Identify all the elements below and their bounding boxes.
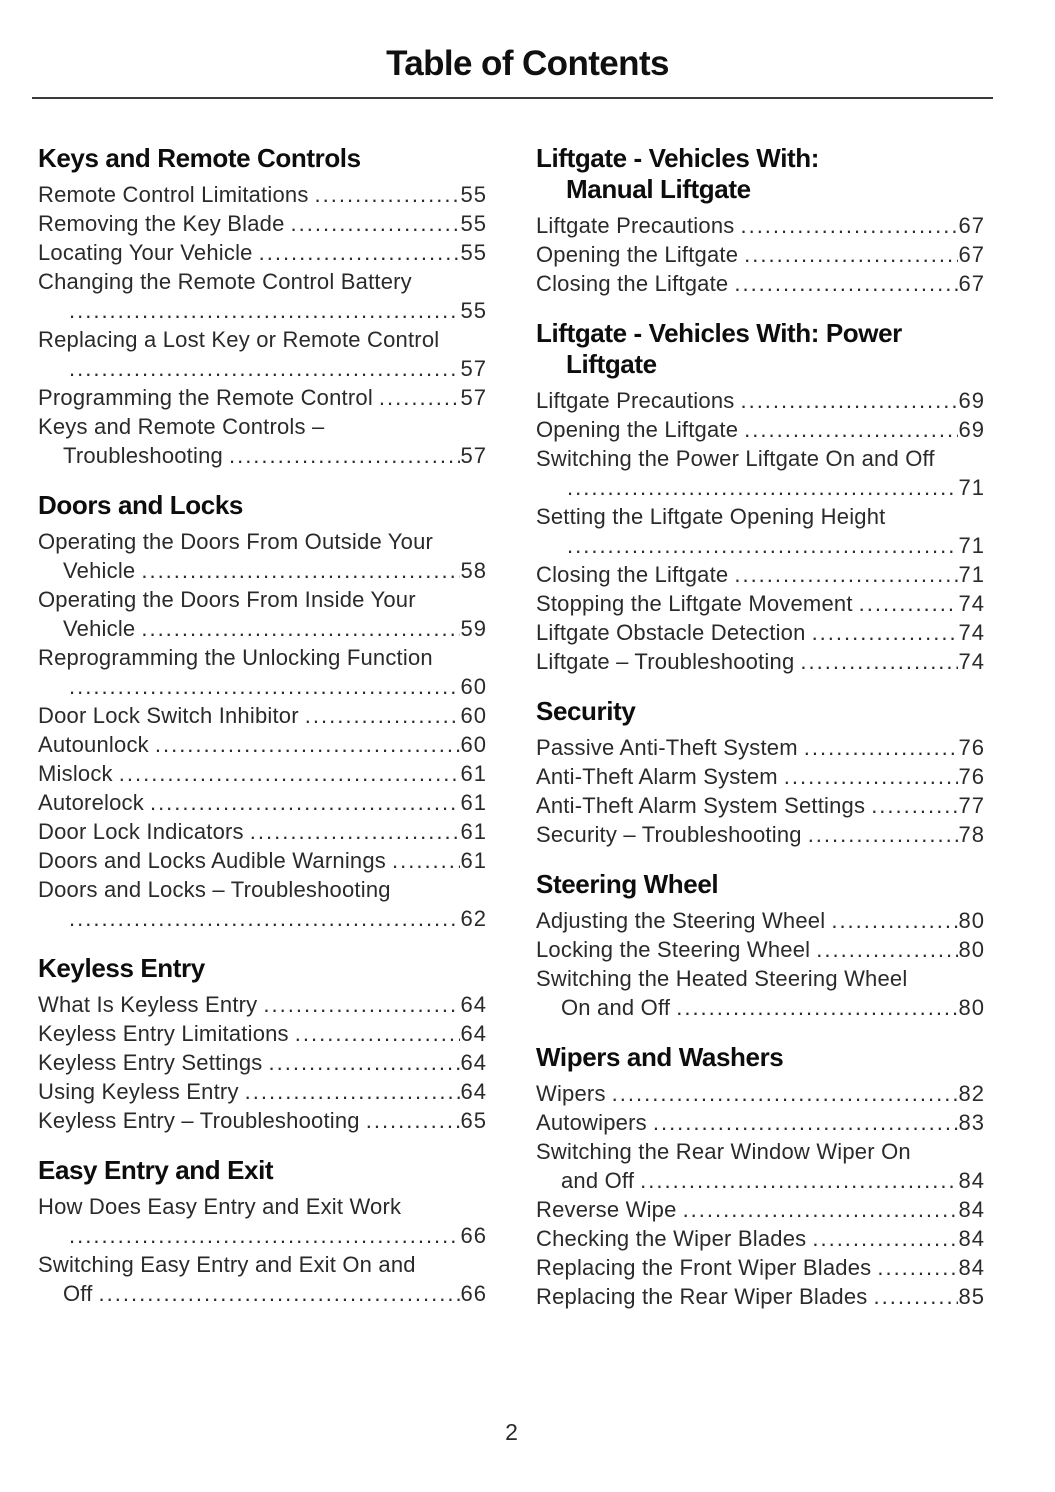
entry-label: Switching Easy Entry and Exit On and	[38, 1252, 416, 1277]
dot-leader	[640, 1166, 957, 1195]
dot-leader	[800, 647, 957, 676]
entry-label-line1	[536, 1137, 985, 1166]
dot-leader	[259, 238, 460, 267]
entry-label: Locking the Steering Wheel	[536, 937, 811, 962]
toc-entry[interactable]	[38, 527, 487, 585]
entry-page-number: 80	[958, 995, 985, 1020]
toc-entry[interactable]	[536, 240, 985, 269]
entry-page-number: 55	[460, 182, 487, 207]
entry-page-number: 69	[958, 417, 985, 442]
entry-label-line1	[536, 444, 985, 473]
entry-page-number: 59	[460, 616, 487, 641]
entry-label: Door Lock Switch Inhibitor	[38, 703, 299, 728]
toc-section	[38, 143, 487, 470]
toc-section	[38, 490, 487, 933]
section-heading	[38, 1155, 487, 1186]
entry-label: Stopping the Liftgate Movement	[536, 591, 853, 616]
entry-label-line2	[38, 1221, 487, 1250]
dot-leader	[873, 1282, 957, 1311]
entry-label: Setting the Liftgate Opening Height	[536, 504, 886, 529]
entry-page-number: 71	[958, 475, 985, 500]
toc-entry[interactable]	[38, 730, 487, 759]
entry-label: Programming the Remote Control	[38, 385, 373, 410]
dot-leader	[263, 990, 459, 1019]
dot-leader	[69, 354, 460, 383]
entry-label: Switching the Power Liftgate On and Off	[536, 446, 935, 471]
entry-page-number: 67	[958, 271, 985, 296]
page-number: 2	[505, 1419, 518, 1445]
dot-leader	[740, 386, 957, 415]
entry-label: Remote Control Limitations	[38, 182, 309, 207]
entry-page-number: 67	[958, 242, 985, 267]
toc-entry[interactable]	[536, 444, 985, 502]
dot-leader	[69, 1221, 460, 1250]
dot-leader	[69, 672, 460, 701]
entry-page-number: 77	[958, 793, 985, 818]
toc-entry[interactable]	[38, 817, 487, 846]
entry-label: Opening the Liftgate	[536, 417, 739, 442]
dot-leader	[99, 1279, 460, 1308]
toc-entry[interactable]	[38, 788, 487, 817]
entry-label: Anti-Theft Alarm System Settings	[536, 793, 866, 818]
entry-label: Switching the Heated Steering Wheel	[536, 966, 908, 991]
toc-entry[interactable]	[536, 791, 985, 820]
entry-label: Removing the Key Blade	[38, 211, 285, 236]
entry-label-continued: Troubleshooting	[63, 443, 223, 468]
entry-label: Reverse Wipe	[536, 1197, 677, 1222]
dot-leader	[784, 762, 958, 791]
dot-leader	[141, 614, 459, 643]
toc-entry[interactable]	[38, 759, 487, 788]
entry-label: Autounlock	[38, 732, 149, 757]
dot-leader	[245, 1077, 460, 1106]
entry-page-number: 58	[460, 558, 487, 583]
dot-leader	[683, 1195, 958, 1224]
toc-entry[interactable]	[536, 269, 985, 298]
entry-label: Opening the Liftgate	[536, 242, 739, 267]
toc-column-right	[536, 143, 985, 1311]
entry-label: Autowipers	[536, 1110, 647, 1135]
dot-leader	[812, 618, 958, 647]
entry-page-number: 61	[460, 819, 487, 844]
dot-leader	[69, 296, 460, 325]
entry-page-number: 60	[460, 674, 487, 699]
entry-page-number: 80	[958, 937, 985, 962]
toc-entry[interactable]	[38, 1192, 487, 1250]
entry-label-line1	[38, 412, 487, 441]
toc-entry[interactable]	[38, 267, 487, 325]
entry-page-number: 57	[460, 443, 487, 468]
toc-entry[interactable]	[536, 906, 985, 935]
entry-label: Doors and Locks Audible Warnings	[38, 848, 386, 873]
toc-entry[interactable]	[536, 1137, 985, 1195]
entry-page-number: 55	[460, 211, 487, 236]
toc-entry[interactable]	[38, 412, 487, 470]
entry-page-number: 74	[958, 649, 985, 674]
entry-label: What Is Keyless Entry	[38, 992, 258, 1017]
entry-page-number: 61	[460, 761, 487, 786]
toc-entry[interactable]	[536, 1079, 985, 1108]
entry-label-line2	[38, 614, 487, 643]
entry-label: Keyless Entry – Troubleshooting	[38, 1108, 360, 1133]
entry-label-line2	[536, 531, 985, 560]
toc-column-left	[38, 143, 487, 1311]
entry-label-line2	[536, 1166, 985, 1195]
entry-label: Passive Anti-Theft System	[536, 735, 798, 760]
toc-entry[interactable]	[38, 1106, 487, 1135]
dot-leader	[859, 589, 958, 618]
toc-entry[interactable]	[38, 701, 487, 730]
entry-page-number: 66	[460, 1281, 487, 1306]
toc-entry[interactable]	[536, 1224, 985, 1253]
section-heading	[38, 953, 487, 984]
toc-entry[interactable]	[536, 589, 985, 618]
entry-label-line1	[38, 1250, 487, 1279]
entry-page-number: 55	[460, 240, 487, 265]
entry-label-line2	[38, 556, 487, 585]
toc-entry[interactable]	[38, 1019, 487, 1048]
entry-page-number: 62	[460, 906, 487, 931]
entry-label-line1	[38, 325, 487, 354]
toc-entry[interactable]	[38, 238, 487, 267]
entry-label-continued: Off	[63, 1281, 93, 1306]
toc-entry[interactable]	[38, 990, 487, 1019]
entry-label: Keyless Entry Limitations	[38, 1021, 289, 1046]
entry-page-number: 85	[958, 1284, 985, 1309]
dot-leader	[744, 415, 957, 444]
entry-page-number: 78	[958, 822, 985, 847]
dot-leader	[150, 788, 460, 817]
entry-label: Switching the Rear Window Wiper On	[536, 1139, 911, 1164]
section-heading-text: Liftgate - Vehicles With:	[536, 143, 820, 173]
entry-page-number: 84	[958, 1168, 985, 1193]
section-heading-text: Easy Entry and Exit	[38, 1155, 274, 1185]
dot-leader	[291, 209, 460, 238]
dot-leader	[653, 1108, 958, 1137]
section-heading	[536, 143, 985, 205]
toc-entry[interactable]	[536, 733, 985, 762]
dot-leader	[877, 1253, 957, 1282]
section-heading-text-line2: Manual Liftgate	[566, 174, 751, 204]
section-heading-text: Steering Wheel	[536, 869, 719, 899]
document-page	[0, 44, 1055, 1492]
entry-label: Replacing the Rear Wiper Blades	[536, 1284, 868, 1309]
toc-entry[interactable]	[536, 560, 985, 589]
dot-leader	[366, 1106, 460, 1135]
entry-page-number: 80	[958, 908, 985, 933]
entry-label: Door Lock Indicators	[38, 819, 244, 844]
toc-entry[interactable]	[536, 1253, 985, 1282]
entry-label-line2	[38, 296, 487, 325]
section-heading-text: Keys and Remote Controls	[38, 143, 361, 173]
entry-label: Autorelock	[38, 790, 144, 815]
dot-leader	[676, 993, 957, 1022]
entry-label-line2	[38, 1279, 487, 1308]
toc-entry[interactable]	[536, 820, 985, 849]
section-heading	[536, 1042, 985, 1073]
section-heading-text: Liftgate - Vehicles With: Power	[536, 318, 902, 348]
entry-label: Liftgate Precautions	[536, 213, 735, 238]
entry-label: Mislock	[38, 761, 113, 786]
dot-leader	[804, 733, 958, 762]
toc-entry[interactable]	[536, 211, 985, 240]
entry-page-number: 69	[958, 388, 985, 413]
entry-page-number: 74	[958, 591, 985, 616]
entry-label: Operating the Doors From Outside Your	[38, 529, 434, 554]
entry-page-number: 83	[958, 1110, 985, 1135]
dot-leader	[141, 556, 459, 585]
toc-entry[interactable]	[38, 209, 487, 238]
entry-label: Keyless Entry Settings	[38, 1050, 263, 1075]
toc-entry[interactable]	[536, 1108, 985, 1137]
dot-leader	[229, 441, 460, 470]
entry-page-number: 64	[460, 1021, 487, 1046]
dot-leader	[315, 180, 460, 209]
entry-label: Reprogramming the Unlocking Function	[38, 645, 433, 670]
toc-entry[interactable]	[38, 383, 487, 412]
entry-label-line1	[38, 875, 487, 904]
toc-section	[536, 143, 985, 298]
dot-leader	[744, 240, 957, 269]
entry-label-line2	[38, 904, 487, 933]
entry-page-number: 67	[958, 213, 985, 238]
dot-leader	[250, 817, 460, 846]
entry-label-line2	[38, 672, 487, 701]
entry-label-line1	[38, 1192, 487, 1221]
entry-page-number: 65	[460, 1108, 487, 1133]
entry-page-number: 84	[958, 1197, 985, 1222]
entry-label: Security – Troubleshooting	[536, 822, 802, 847]
dot-leader	[734, 269, 957, 298]
toc-entry[interactable]	[38, 325, 487, 383]
entry-page-number: 76	[958, 764, 985, 789]
toc-entry[interactable]	[536, 415, 985, 444]
toc-entry[interactable]	[38, 1250, 487, 1308]
entry-label: Changing the Remote Control Battery	[38, 269, 412, 294]
entry-label-continued: Vehicle	[63, 558, 136, 583]
entry-label: Liftgate Obstacle Detection	[536, 620, 806, 645]
entry-label: Liftgate – Troubleshooting	[536, 649, 795, 674]
toc	[38, 143, 985, 1311]
toc-entry[interactable]	[536, 386, 985, 415]
dot-leader	[69, 904, 460, 933]
entry-label-line2	[38, 354, 487, 383]
entry-label-continued: and Off	[561, 1168, 635, 1193]
entry-label-line1	[536, 964, 985, 993]
entry-label-continued: Vehicle	[63, 616, 136, 641]
dot-leader	[567, 473, 958, 502]
entry-page-number: 84	[958, 1226, 985, 1251]
entry-page-number: 74	[958, 620, 985, 645]
toc-entry[interactable]	[38, 643, 487, 701]
toc-entry[interactable]	[536, 935, 985, 964]
entry-page-number: 64	[460, 1079, 487, 1104]
entry-label: Wipers	[536, 1081, 606, 1106]
toc-entry[interactable]	[38, 585, 487, 643]
entry-page-number: 60	[460, 732, 487, 757]
section-heading-text: Keyless Entry	[38, 953, 205, 983]
entry-page-number: 55	[460, 298, 487, 323]
dot-leader	[808, 820, 958, 849]
dot-leader	[392, 846, 460, 875]
toc-entry[interactable]	[536, 964, 985, 1022]
dot-leader	[567, 531, 958, 560]
entry-label-line1	[536, 502, 985, 531]
entry-page-number: 60	[460, 703, 487, 728]
entry-label: Checking the Wiper Blades	[536, 1226, 807, 1251]
entry-label-line2	[38, 441, 487, 470]
dot-leader	[119, 759, 460, 788]
entry-label: Replacing the Front Wiper Blades	[536, 1255, 872, 1280]
section-heading-text: Wipers and Washers	[536, 1042, 784, 1072]
dot-leader	[871, 791, 957, 820]
page-title: Table of Contents	[386, 44, 669, 83]
section-heading	[536, 696, 985, 727]
dot-leader	[612, 1079, 958, 1108]
entry-page-number: 71	[958, 533, 985, 558]
entry-label: Keys and Remote Controls –	[38, 414, 325, 439]
dot-leader	[734, 560, 957, 589]
toc-section	[536, 869, 985, 1022]
toc-entry[interactable]	[536, 1195, 985, 1224]
section-heading-text-line2: Liftgate	[566, 349, 657, 379]
section-heading	[536, 318, 985, 380]
entry-page-number: 82	[958, 1081, 985, 1106]
entry-label: Liftgate Precautions	[536, 388, 735, 413]
toc-section	[536, 696, 985, 849]
toc-section	[536, 318, 985, 676]
entry-label: Replacing a Lost Key or Remote Control	[38, 327, 440, 352]
dot-leader	[155, 730, 460, 759]
entry-page-number: 71	[958, 562, 985, 587]
toc-entry[interactable]	[536, 647, 985, 676]
toc-entry[interactable]	[38, 1077, 487, 1106]
section-heading	[38, 490, 487, 521]
toc-entry[interactable]	[38, 875, 487, 933]
entry-label: How Does Easy Entry and Exit Work	[38, 1194, 402, 1219]
section-heading	[536, 869, 985, 900]
toc-entry[interactable]	[38, 180, 487, 209]
entry-page-number: 76	[958, 735, 985, 760]
entry-label-line1	[38, 267, 487, 296]
section-heading-text: Doors and Locks	[38, 490, 243, 520]
dot-leader	[740, 211, 957, 240]
entry-label: Operating the Doors From Inside Your	[38, 587, 416, 612]
toc-entry[interactable]	[536, 618, 985, 647]
entry-page-number: 61	[460, 848, 487, 873]
entry-label: Anti-Theft Alarm System	[536, 764, 778, 789]
toc-section	[38, 1155, 487, 1308]
dot-leader	[831, 906, 957, 935]
section-heading-text: Security	[536, 696, 636, 726]
entry-page-number: 64	[460, 992, 487, 1017]
dot-leader	[269, 1048, 460, 1077]
entry-label-line1	[38, 585, 487, 614]
dot-leader	[295, 1019, 460, 1048]
entry-page-number: 66	[460, 1223, 487, 1248]
entry-label: Adjusting the Steering Wheel	[536, 908, 826, 933]
toc-entry[interactable]	[536, 1282, 985, 1311]
toc-entry[interactable]	[38, 1048, 487, 1077]
toc-section	[38, 953, 487, 1135]
entry-label: Doors and Locks – Troubleshooting	[38, 877, 391, 902]
dot-leader	[816, 935, 957, 964]
entry-label-continued: On and Off	[561, 995, 671, 1020]
entry-page-number: 64	[460, 1050, 487, 1075]
toc-section	[536, 1042, 985, 1311]
entry-page-number: 57	[460, 356, 487, 381]
dot-leader	[305, 701, 460, 730]
entry-label: Locating Your Vehicle	[38, 240, 253, 265]
title-divider	[32, 97, 993, 99]
entry-label: Closing the Liftgate	[536, 562, 729, 587]
entry-page-number: 61	[460, 790, 487, 815]
entry-label-line2	[536, 473, 985, 502]
dot-leader	[379, 383, 460, 412]
toc-entry[interactable]	[38, 846, 487, 875]
dot-leader	[812, 1224, 957, 1253]
entry-label-line1	[38, 643, 487, 672]
entry-label: Closing the Liftgate	[536, 271, 729, 296]
entry-label-line2	[536, 993, 985, 1022]
toc-entry[interactable]	[536, 502, 985, 560]
toc-entry[interactable]	[536, 762, 985, 791]
entry-label-line1	[38, 527, 487, 556]
entry-label: Using Keyless Entry	[38, 1079, 239, 1104]
entry-page-number: 57	[460, 385, 487, 410]
entry-page-number: 84	[958, 1255, 985, 1280]
section-heading	[38, 143, 487, 174]
